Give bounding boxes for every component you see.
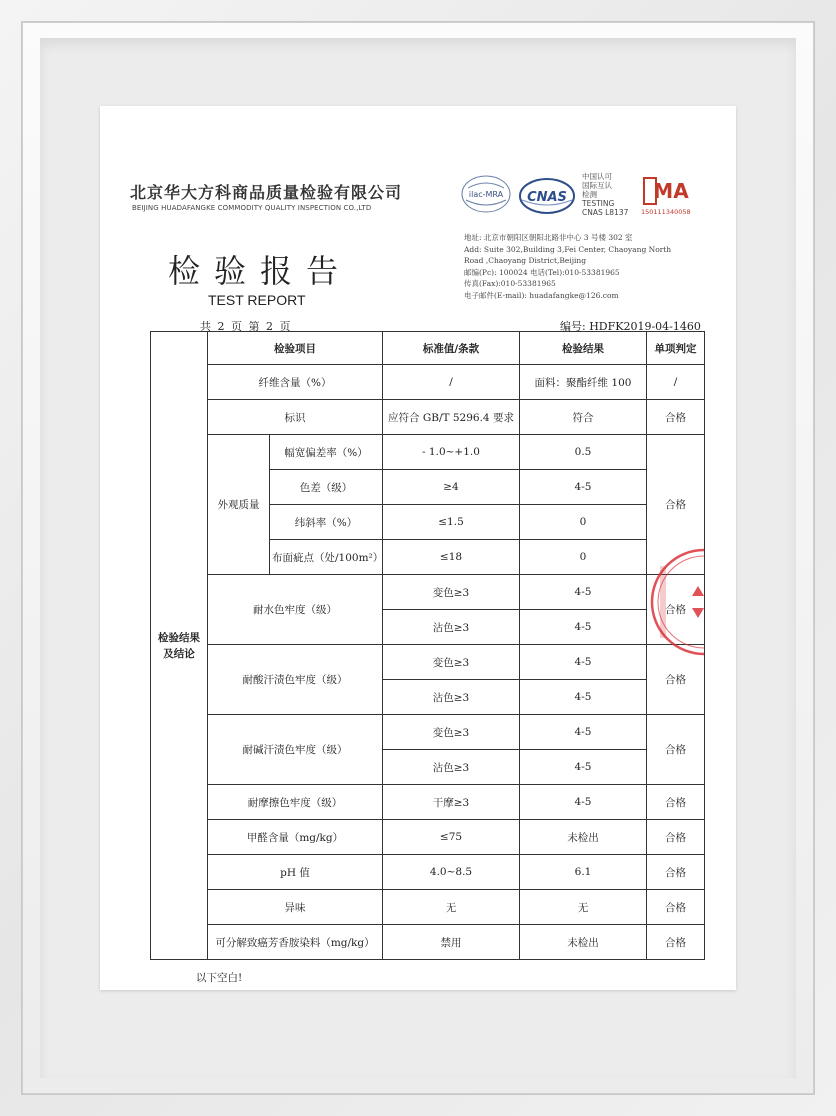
result-cell: 0.5 bbox=[520, 435, 647, 470]
group-cell: 外观质量 bbox=[208, 435, 270, 575]
verdict-cell: 合格 bbox=[647, 435, 705, 575]
table-row bbox=[151, 715, 705, 750]
standard-cell: ≥4 bbox=[383, 470, 520, 505]
cnas-line: CNAS L8137 bbox=[582, 208, 629, 217]
address-line: Add: Suite 302,Building 3,Fei Center, Chaoyang North bbox=[464, 244, 672, 254]
verdict-cell: 合格 bbox=[647, 785, 705, 820]
standard-cell: 沾色≥3 bbox=[383, 680, 520, 715]
results-table bbox=[150, 331, 705, 960]
document-number: 编号: HDFK2019-04-1460 bbox=[560, 320, 701, 333]
address-line: 地址: 北京市朝阳区朝阳北路非中心 3 号楼 302 室 bbox=[464, 233, 633, 242]
section-label: 检验结果及结论 bbox=[151, 332, 208, 960]
standard-cell: 禁用 bbox=[383, 925, 520, 960]
item-cell: 纬斜率（%） bbox=[270, 505, 383, 540]
table-row bbox=[151, 855, 705, 890]
header-item: 检验项目 bbox=[208, 332, 383, 365]
item-cell: 甲醛含量（mg/kg） bbox=[208, 820, 383, 855]
result-cell: 4-5 bbox=[520, 610, 647, 645]
standard-cell: 无 bbox=[383, 890, 520, 925]
address-line: 电子邮件(E-mail): huadafangke@126.com bbox=[464, 290, 619, 300]
cnas-line: TESTING bbox=[582, 199, 615, 208]
header-verdict: 单项判定 bbox=[647, 332, 705, 365]
verdict-cell: 合格 bbox=[647, 925, 705, 960]
cnas-logo bbox=[518, 176, 576, 216]
standard-cell: / bbox=[383, 365, 520, 400]
result-cell: 4-5 bbox=[520, 715, 647, 750]
item-cell: 标识 bbox=[208, 400, 383, 435]
standard-cell: ≤75 bbox=[383, 820, 520, 855]
item-cell: 耐摩擦色牢度（级） bbox=[208, 785, 383, 820]
table-row bbox=[151, 575, 705, 610]
table-row bbox=[151, 645, 705, 680]
table-row bbox=[151, 785, 705, 820]
standard-cell: 沾色≥3 bbox=[383, 610, 520, 645]
result-cell: 符合 bbox=[520, 400, 647, 435]
report-title-en: TEST REPORT bbox=[208, 292, 306, 308]
item-cell: 耐酸汗渍色牢度（级） bbox=[208, 645, 383, 715]
standard-cell: ≤1.5 bbox=[383, 505, 520, 540]
table-row bbox=[151, 365, 705, 400]
item-cell: 异味 bbox=[208, 890, 383, 925]
item-cell: pH 值 bbox=[208, 855, 383, 890]
standard-cell: 应符合 GB/T 5296.4 要求 bbox=[383, 400, 520, 435]
result-cell: 0 bbox=[520, 505, 647, 540]
result-cell: 6.1 bbox=[520, 855, 647, 890]
item-cell: 耐碱汗渍色牢度（级） bbox=[208, 715, 383, 785]
item-cell: 色差（级） bbox=[270, 470, 383, 505]
company-name-cn: 北京华大方科商品质量检验有限公司 bbox=[130, 183, 403, 202]
table-row bbox=[151, 820, 705, 855]
result-cell: 0 bbox=[520, 540, 647, 575]
address-line: 邮编(Pc): 100024 电话(Tel):010-53381965 bbox=[464, 267, 620, 277]
result-cell: 4-5 bbox=[520, 645, 647, 680]
cma-number: 150111340058 bbox=[641, 208, 691, 216]
cma-text-mark: MA bbox=[653, 179, 689, 203]
inspection-stamp bbox=[642, 546, 704, 658]
result-cell: 面料：聚酯纤维 100 bbox=[520, 365, 647, 400]
result-cell: 未检出 bbox=[520, 820, 647, 855]
cnas-accreditation-text bbox=[582, 172, 628, 217]
company-name-en: BEIJING HUADAFANGKE COMMODITY QUALITY INSPECTION CO.,LTD bbox=[132, 204, 372, 212]
table-header-row bbox=[151, 332, 705, 365]
ilac-text: ilac-MRA bbox=[468, 190, 504, 199]
verdict-cell: 合格 bbox=[647, 645, 705, 715]
verdict-cell: 合格 bbox=[647, 820, 705, 855]
verdict-cell: 合格 bbox=[647, 575, 705, 645]
table-row bbox=[151, 400, 705, 435]
verdict-cell: 合格 bbox=[647, 890, 705, 925]
header-standard: 标准值/条款 bbox=[383, 332, 520, 365]
table-row bbox=[151, 435, 705, 470]
item-cell: 耐水色牢度（级） bbox=[208, 575, 383, 645]
table-row bbox=[151, 925, 705, 960]
result-cell: 4-5 bbox=[520, 575, 647, 610]
result-cell: 无 bbox=[520, 890, 647, 925]
verdict-cell: 合格 bbox=[647, 715, 705, 785]
header-result: 检验结果 bbox=[520, 332, 647, 365]
item-cell: 可分解致癌芳香胺染料（mg/kg） bbox=[208, 925, 383, 960]
ilac-mra-logo bbox=[460, 170, 512, 218]
standard-cell: 沾色≥3 bbox=[383, 750, 520, 785]
verdict-cell: / bbox=[647, 365, 705, 400]
item-cell: 幅宽偏差率（%） bbox=[270, 435, 383, 470]
verdict-cell: 合格 bbox=[647, 400, 705, 435]
standard-cell: 变色≥3 bbox=[383, 575, 520, 610]
item-cell: 布面疵点（处/100m²） bbox=[270, 540, 383, 575]
report-title-cn: 检验报告 bbox=[168, 252, 353, 290]
item-cell: 纤维含量（%） bbox=[208, 365, 383, 400]
address-line: Road ,Chaoyang District,Beijing bbox=[464, 256, 587, 265]
result-cell: 4-5 bbox=[520, 470, 647, 505]
blank-below-note: 以下空白! bbox=[196, 972, 243, 984]
report-paper bbox=[100, 106, 736, 990]
result-cell: 未检出 bbox=[520, 925, 647, 960]
address-line: 传真(Fax):010-53381965 bbox=[464, 279, 556, 288]
standard-cell: ≤18 bbox=[383, 540, 520, 575]
company-address bbox=[464, 232, 734, 301]
standard-cell: - 1.0~+1.0 bbox=[383, 435, 520, 470]
table-row bbox=[151, 890, 705, 925]
standard-cell: 4.0~8.5 bbox=[383, 855, 520, 890]
cnas-line: 检测 bbox=[582, 190, 597, 199]
result-cell: 4-5 bbox=[520, 785, 647, 820]
page-info: 共 2 页 第 2 页 bbox=[200, 320, 291, 333]
verdict-cell: 合格 bbox=[647, 855, 705, 890]
standard-cell: 干摩≥3 bbox=[383, 785, 520, 820]
result-cell: 4-5 bbox=[520, 680, 647, 715]
cnas-text-mark: CNAS bbox=[527, 190, 567, 205]
cnas-line: 国际互认 bbox=[582, 181, 612, 190]
result-cell: 4-5 bbox=[520, 750, 647, 785]
standard-cell: 变色≥3 bbox=[383, 645, 520, 680]
cnas-line: 中国认可 bbox=[582, 172, 612, 181]
standard-cell: 变色≥3 bbox=[383, 715, 520, 750]
